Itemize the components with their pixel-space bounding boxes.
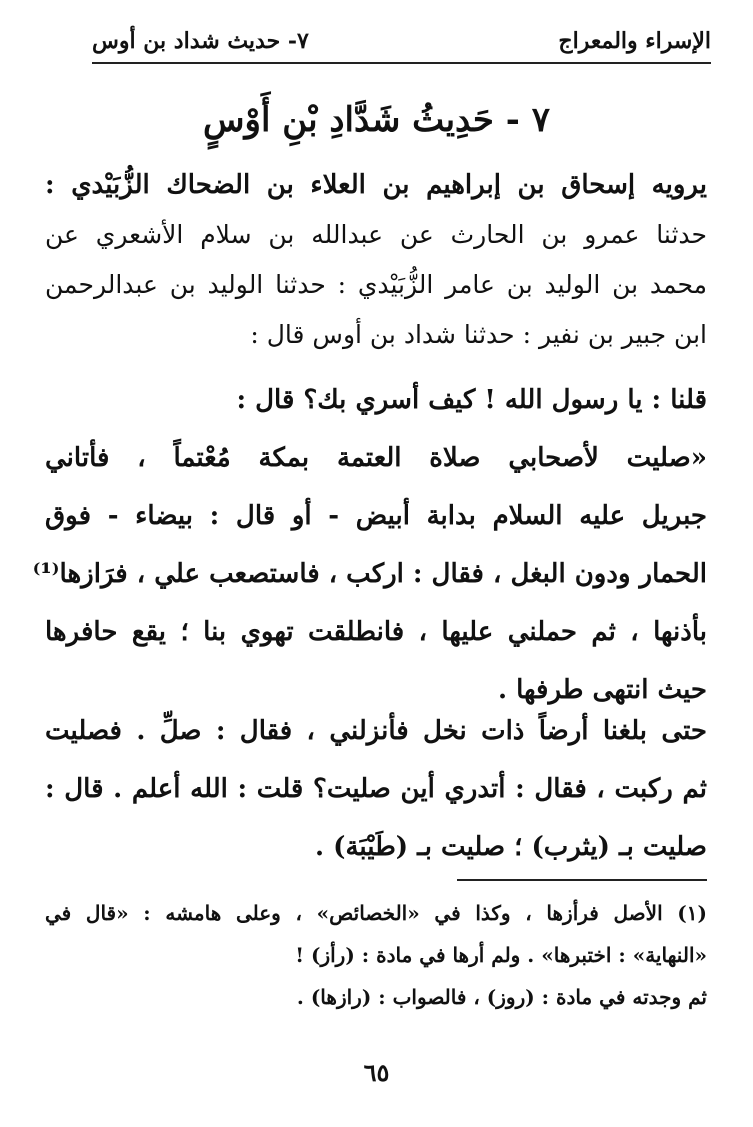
text-line: ابن جبير بن نفير : حدثنا شداد بن أوس قال : xyxy=(250,320,707,349)
text-line: محمد بن الوليد بن عامر الزُّبَيْدي : حدثنا الوليد بن عبدالرحمن xyxy=(45,270,707,299)
footnote-line: «النهاية» : اختبرها» . ولم أرها في مادة : (رأز) ! xyxy=(295,943,707,967)
section-title: ٧- حديث شداد بن أوس xyxy=(92,28,309,54)
text-line: حدثنا عمرو بن الحارث عن عبدالله بن سلام الأشعري عن xyxy=(45,220,707,249)
footnote-line: (١) الأصل فرأزها ، وكذا في «الخصائص» ، وعلى هامشه : «قال في xyxy=(45,901,707,925)
matn-paragraph-2 xyxy=(45,702,707,876)
text-line: «صليت لأصحابي صلاة العتمة بمكة مُعْتماً ، فأتاني xyxy=(45,443,707,473)
footnotes xyxy=(45,892,707,1018)
text-line: الحمار ودون البغل ، فقال : اركب ، فاستصعب علي ، فرَازها⁽¹⁾ xyxy=(32,559,707,589)
text-line: ثم ركبت ، فقال : أتدري أين صليت؟ قلت : الله أعلم . قال : xyxy=(45,774,707,804)
isnad-paragraph xyxy=(45,160,707,360)
footnote-divider xyxy=(457,879,707,881)
text-line: يرويه إسحاق بن إبراهيم بن العلاء بن الضحاك الزُّبَيْدي : xyxy=(45,170,707,200)
matn-paragraph xyxy=(32,371,707,719)
text-line: جبريل عليه السلام بدابة أبيض - أو قال : بيضاء - فوق xyxy=(45,501,707,531)
text-line: قلنا : يا رسول الله ! كيف أسري بك؟ قال : xyxy=(236,385,707,415)
text-line: حيث انتهى طرفها . xyxy=(498,675,707,705)
footnote-line: ثم وجدته في مادة : (روز) ، فالصواب : (رازها) . xyxy=(296,985,707,1009)
text-line: صليت بـ (يثرب) ؛ صليت بـ (طَيْبَة) . xyxy=(315,832,707,862)
running-header xyxy=(92,22,711,64)
text-line: حتى بلغنا أرضاً ذات نخل فأنزلني ، فقال : صلِّ . فصليت xyxy=(45,716,707,746)
page-number: ٦٥ xyxy=(363,1058,390,1087)
chapter-title: ٧ - حَدِيثُ شَدَّادِ بْنِ أَوْسٍ xyxy=(203,100,550,140)
book-title: الإسراء والمعراج xyxy=(558,28,711,54)
text-line: بأذنها ، ثم حملني عليها ، فانطلقت تهوي بنا ؛ يقع حافرها xyxy=(45,617,707,647)
